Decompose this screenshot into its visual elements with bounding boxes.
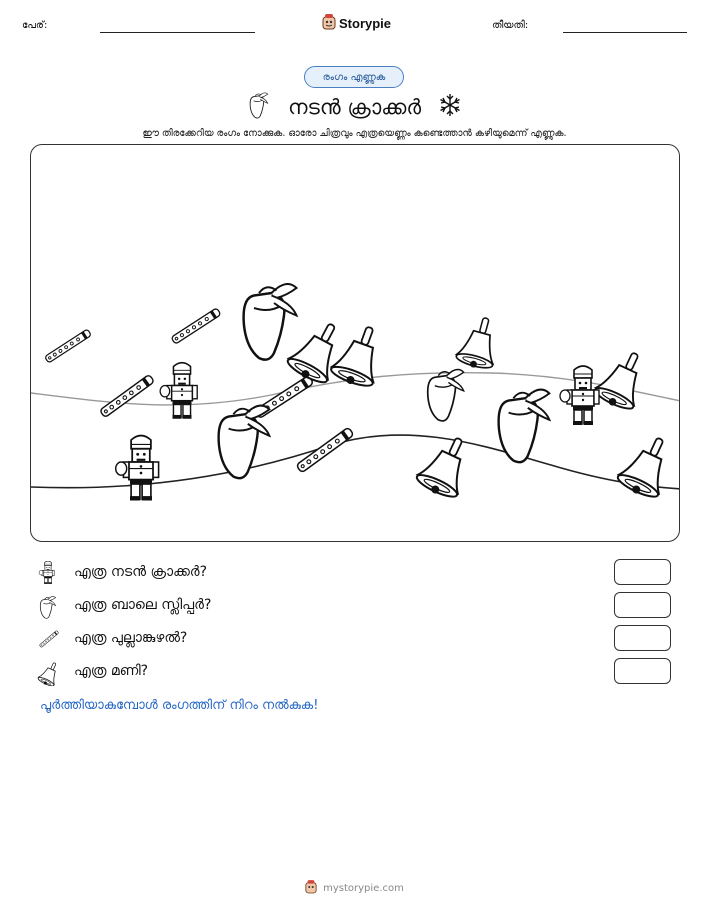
question-text: എത്ര നടൻ ക്രാക്കർ? bbox=[74, 564, 208, 580]
answer-box[interactable] bbox=[614, 658, 671, 684]
question-text: എത്ര ബാലെ സ്ലിപ്പർ? bbox=[74, 597, 212, 613]
storypie-logo-icon bbox=[305, 880, 317, 897]
flute-icon bbox=[36, 627, 60, 651]
question-row bbox=[36, 559, 676, 587]
date-label: തീയതി: bbox=[492, 20, 529, 31]
answer-box[interactable] bbox=[614, 592, 671, 618]
ballet-slipper-item bbox=[428, 369, 464, 420]
question-row bbox=[36, 592, 676, 620]
bell-item bbox=[615, 429, 680, 502]
ballet-slipper-item bbox=[499, 390, 550, 463]
name-label: പേര്: bbox=[22, 20, 48, 31]
activity-badge: രംഗം എണ്ണുക bbox=[304, 66, 404, 88]
brand-logo bbox=[322, 14, 391, 33]
ballet-slipper-icon bbox=[36, 594, 60, 618]
bell-item bbox=[328, 320, 390, 391]
counting-scene bbox=[30, 144, 680, 542]
question-row bbox=[36, 658, 676, 686]
name-field[interactable] bbox=[100, 32, 255, 33]
brand-name: Storypie bbox=[339, 16, 392, 31]
flute-item bbox=[171, 308, 221, 344]
footer bbox=[0, 880, 709, 897]
question-row bbox=[36, 625, 676, 653]
question-text: എത്ര പുല്ലാങ്കുഴൽ? bbox=[74, 630, 188, 646]
flute-item bbox=[45, 329, 92, 363]
date-field[interactable] bbox=[563, 32, 687, 33]
bell-item bbox=[455, 313, 504, 372]
nutcracker-item bbox=[160, 363, 197, 419]
question-text: എത്ര മണി? bbox=[74, 663, 149, 679]
ballet-slipper-item bbox=[244, 284, 297, 360]
coloring-prompt: പൂർത്തിയാകുമ്പോൾ രംഗത്തിന് നിറം നൽകുക! bbox=[40, 698, 319, 713]
ballet-slipper-icon bbox=[246, 90, 272, 125]
flute-item bbox=[296, 427, 354, 473]
storypie-logo-icon bbox=[322, 14, 336, 33]
nutcracker-item bbox=[116, 436, 159, 501]
bell-item bbox=[592, 345, 654, 414]
page-title bbox=[0, 90, 709, 125]
bell-item bbox=[414, 429, 479, 502]
answer-box[interactable] bbox=[614, 559, 671, 585]
flute-item bbox=[100, 374, 155, 417]
bell-icon bbox=[36, 660, 60, 684]
nutcracker-icon bbox=[36, 561, 60, 585]
footer-url[interactable]: mystorypie.com bbox=[323, 883, 404, 894]
snowflake-icon bbox=[437, 92, 463, 123]
answer-box[interactable] bbox=[614, 625, 671, 651]
title-text: നടൻ ക്രാക്കർ bbox=[287, 95, 422, 119]
nutcracker-item bbox=[560, 366, 599, 425]
instructions: ഈ തിരക്കേറിയ രംഗം നോക്കുക. ഓരോ ചിത്രവും എത്രയെണ്ണം കണ്ടെത്താൻ കഴിയുമെന്ന് എണ്ണുക. bbox=[142, 128, 567, 139]
